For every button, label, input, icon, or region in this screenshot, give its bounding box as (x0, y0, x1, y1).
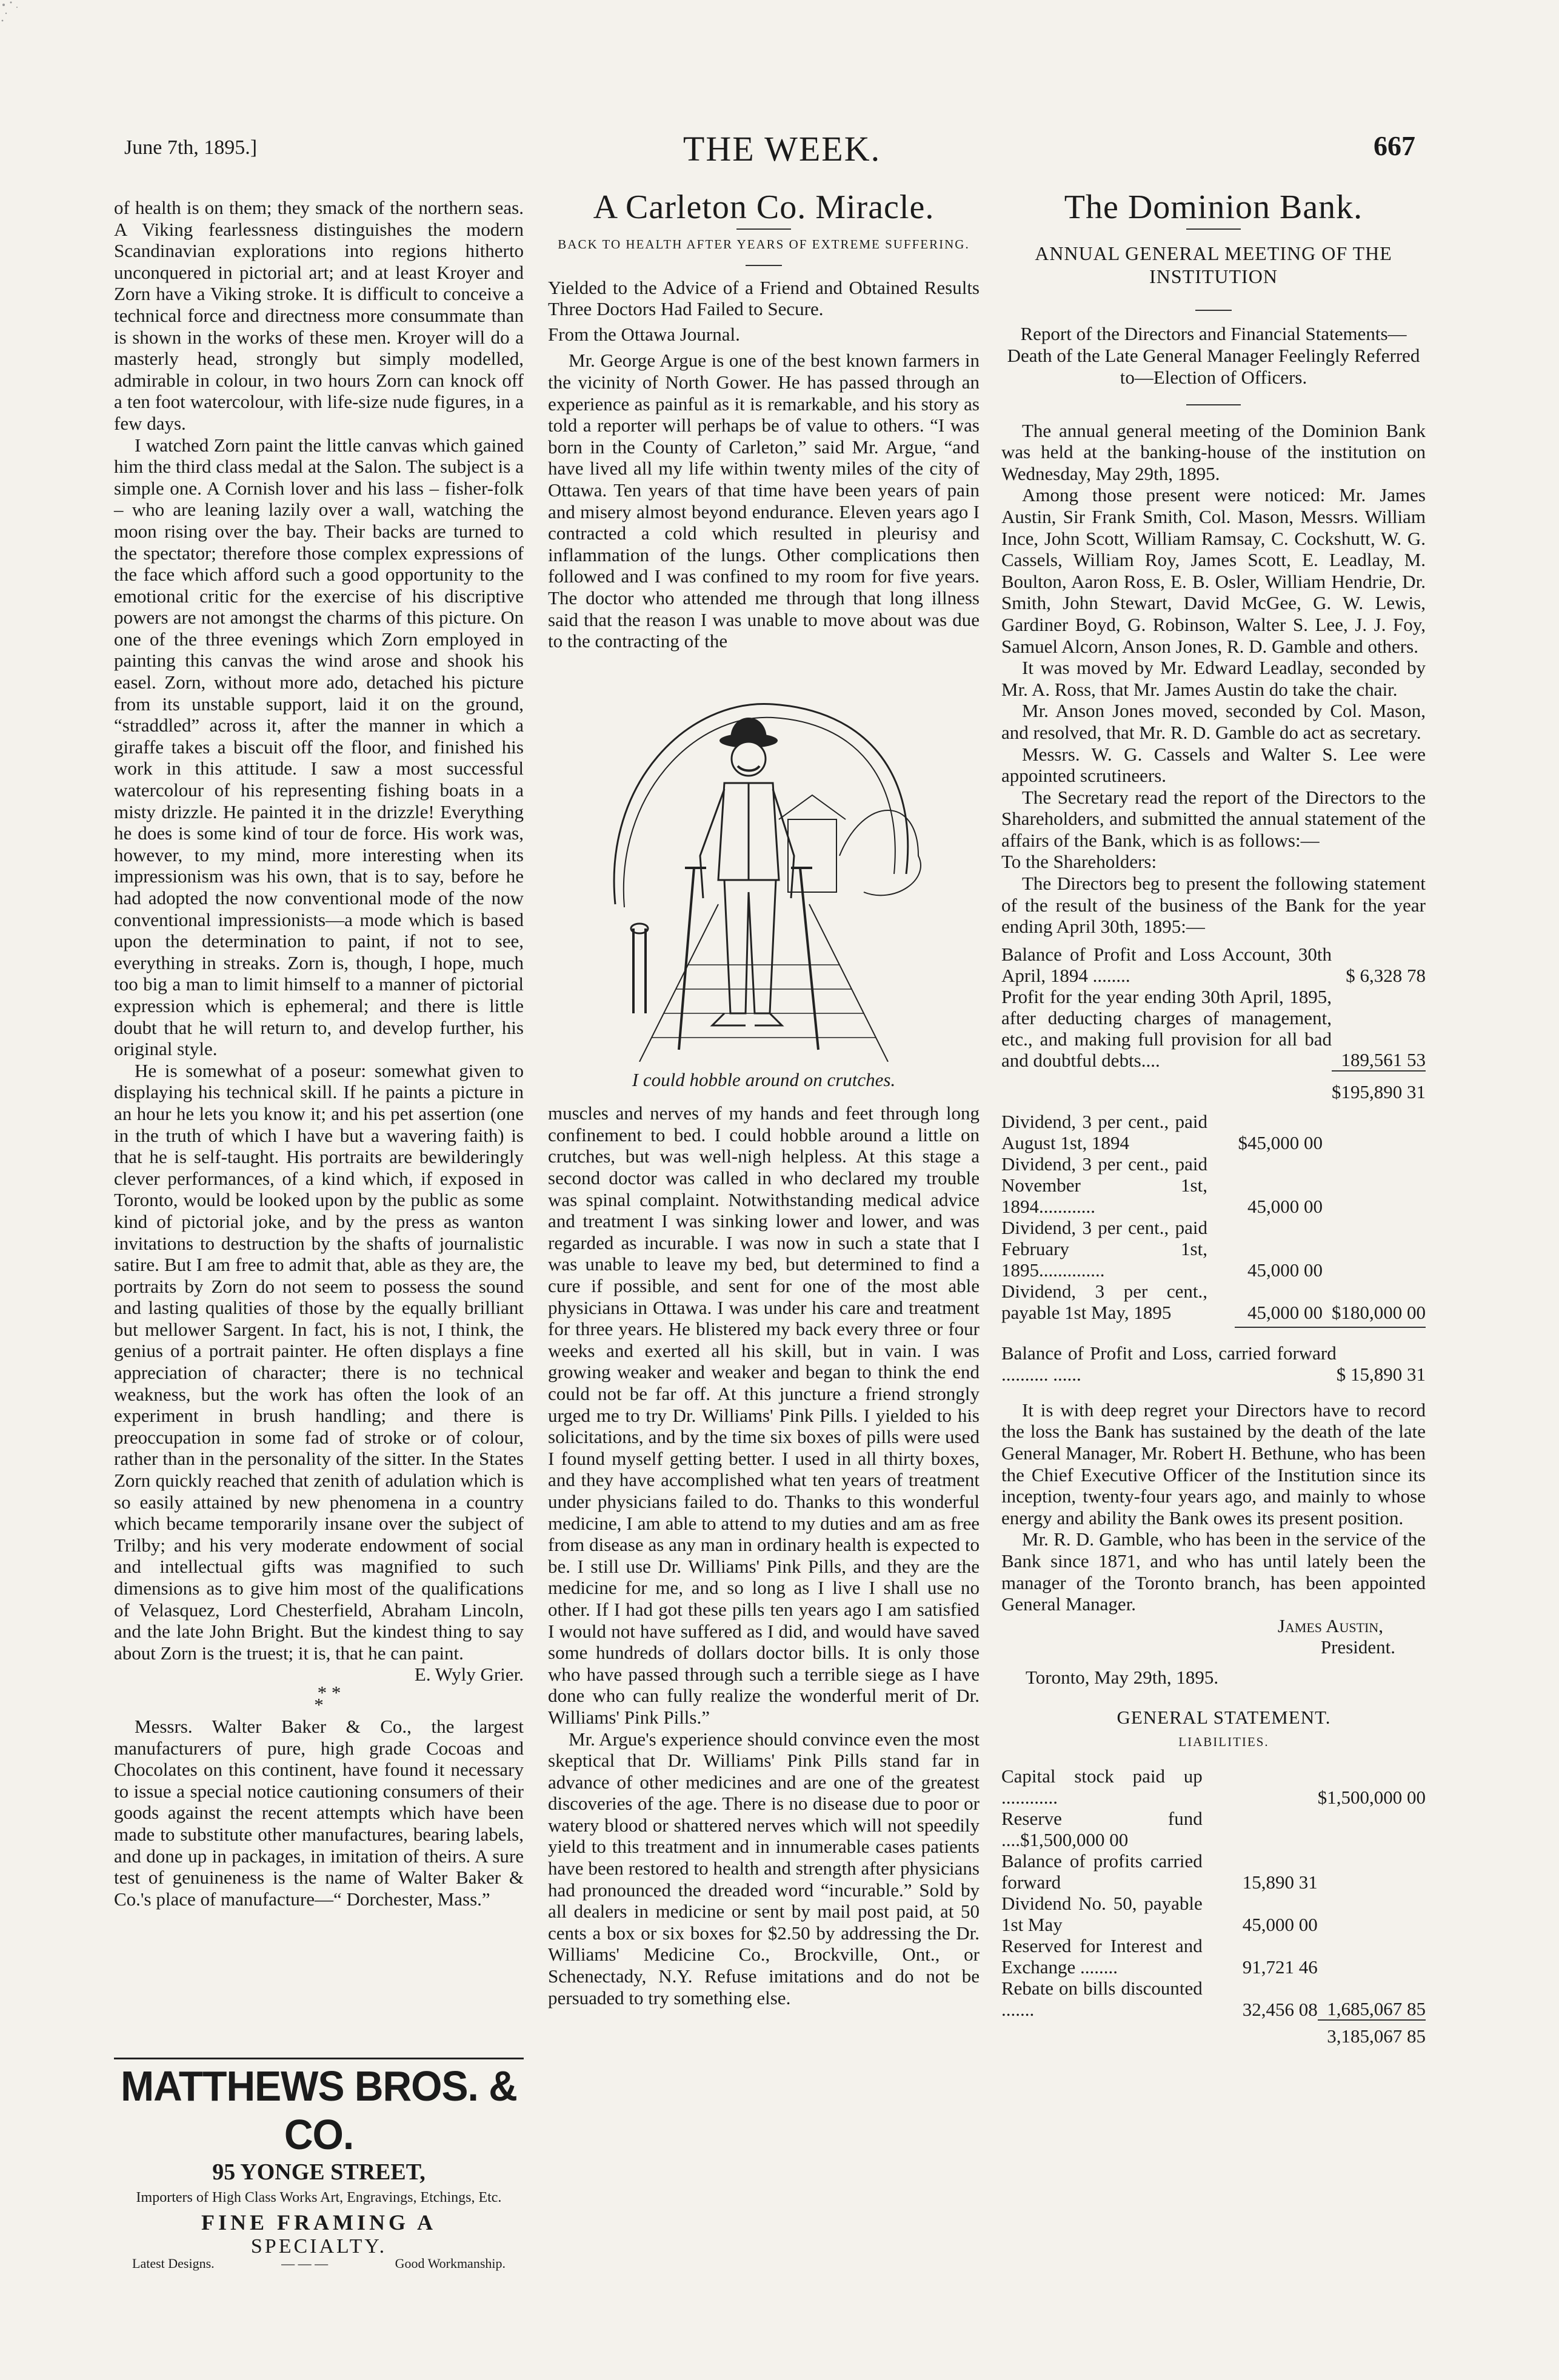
paragraph: The Secretary read the report of the Directors to the Shareholders, and submitted the annual statement of the affairs of the Bank, which is as follows:— (1001, 786, 1426, 851)
ad-description: Importers of High Class Works Art, Engravings, Etchings, Etc. (136, 2190, 502, 2205)
table-row (1001, 1342, 1426, 1385)
column-art-criticism (114, 197, 524, 1910)
row-label: Reserved for Interest and Exchange ........ (1001, 1935, 1203, 1978)
row-inner-amount: 45,000 00 (1242, 1913, 1318, 1935)
row-amount (1318, 1850, 1426, 1893)
meeting-heading: ANNUAL GENERAL MEETING OF THE INSTITUTION (1035, 242, 1392, 287)
paragraph: Mr. Argue's experience should convince even the most skeptical that Dr. Williams' Pink Pills stand far in advance of other medicines and are one of the greatest discoveries of the age. There is no disease due to poor or watery blood or shattered nerves which will not speedily yield to this treatment and in innumerable cases patients have been restored to health and strength after physicians had pronounced the dreaded word “incurable.” Sold by all dealers in medicine or sent by mail post paid, at 50 cents a box or six boxes for $2.50 by addressing the Dr. Williams' Medicine Co., Brockville, Ont., or Schenectady, N.Y. Refuse imitations and do not be persuaded to try something else. (548, 1728, 980, 2008)
paragraph: Among those present were noticed: Mr. James Austin, Sir Frank Smith, Col. Mason, Messrs. William Ince, John Scott, William Ramsay, C. Cockshutt, W. G. Cassels, William Roy, James Scott, E. Leadlay, M. Boulton, Aaron Ross, E. B. Osler, William Hendrie, Dr. Smith, John Stewart, David McGee, G. W. Lewis, Gardiner Boyd, G. Robinson, Walter S. Lee, J. J. Foy, Samuel Alcorn, Anson Jones, R. D. Gamble and others. (1001, 484, 1426, 657)
signatory-title: President. (1320, 1636, 1395, 1658)
article-source: From the Ottawa Journal. (548, 323, 740, 345)
row-amount: 45,000 00 (1247, 1259, 1323, 1281)
man-on-crutches-illustration (579, 674, 949, 1062)
liabilities-subtotal: 1,685,067 85 (1327, 1998, 1426, 2019)
signatory-name: James Austin, (1277, 1615, 1383, 1636)
paragraph: The annual general meeting of the Dominion Bank was held at the banking-house of the institution on Wednesday, May 29th, 1895. (1001, 419, 1426, 484)
ad-address: 95 YONGE STREET, (212, 2159, 426, 2185)
row-inner-amount: 91,721 46 (1242, 1956, 1318, 1978)
ad-latest-designs: Latest Designs. (132, 2256, 215, 2271)
page-number: 667 (1374, 130, 1415, 161)
row-amount (1318, 1893, 1426, 1935)
liabilities-table (1001, 1765, 1426, 2047)
row-label: Dividend, 3 per cent., paid August 1st, 1894 (1001, 1110, 1207, 1153)
row-amount: $1,500,000 00 (1317, 1786, 1426, 1808)
row-inner-amount (1203, 1765, 1318, 1808)
column-carleton-miracle (548, 188, 980, 2008)
table-row (1001, 1978, 1426, 2020)
issue-date: June 7th, 1895.] (124, 136, 258, 159)
dividends-table (1001, 1111, 1426, 1323)
pl-total: $195,890 31 (1332, 1071, 1426, 1102)
carried-forward-table (1001, 1342, 1426, 1385)
table-row (1001, 1111, 1426, 1153)
subtitle-rule (746, 265, 782, 266)
ad-fine-framing: FINE FRAMING A (201, 2210, 436, 2235)
section-asterisks: * * * (314, 1681, 341, 1715)
paragraph: It was moved by Mr. Edward Leadlay, seconded by Mr. A. Ross, that Mr. James Austin do take the chair. (1001, 657, 1426, 700)
row-label: Capital stock paid up ............ (1001, 1765, 1203, 1808)
journal-title: THE WEEK. (683, 129, 881, 168)
table-row (1001, 2020, 1426, 2047)
row-label: Balance of Profit and Loss, carried forward .......... ...... (1001, 1342, 1337, 1385)
title-rule (1186, 228, 1241, 230)
liabilities-title: LIABILITIES. (1178, 1735, 1269, 1750)
ad-footer (114, 2256, 524, 2272)
row-amount: $ 15,890 31 (1336, 1363, 1426, 1385)
row-label: Dividend, 3 per cent., paid November 1st, 1894............ (1001, 1153, 1207, 1217)
paragraph: It is with deep regret your Directors have to record the loss the Bank has sustained by the death of the late General Manager, Mr. Robert H. Bethune, who has been the Chief Executive Officer of the Institution since its inception, twenty-four years ago, and mainly to whose energy and ability the Bank owes its present position. (1001, 1399, 1426, 1528)
paragraph: Mr. Anson Jones moved, seconded by Col. Mason, and resolved, that Mr. R. D. Gamble do act as secretary. (1001, 700, 1426, 743)
table-row (1001, 1281, 1426, 1323)
paragraph: The Directors beg to present the following statement of the result of the business of the Bank for the year ending April 30th, 1895:— (1001, 873, 1426, 938)
row-amount: 45,000 00 (1247, 1301, 1323, 1323)
row-label: Balance of profits carried forward (1001, 1850, 1203, 1893)
paragraph: Mr. R. D. Gamble, who has been in the service of the Bank since 1871, and who has until lately been the manager of the Toronto branch, has been appointed General Manager. (1001, 1528, 1426, 1615)
illustration-caption: I could hobble around on crutches. (632, 1068, 896, 1090)
table-row (1001, 1071, 1426, 1102)
author-signature: E. Wyly Grier. (414, 1664, 524, 1685)
row-label: Dividend, 3 per cent., payable 1st May, 1895 (1001, 1280, 1207, 1323)
total-rule (1235, 1327, 1426, 1328)
paragraph: He is somewhat of a poseur: somewhat given to displaying his technical skill. If he paints a picture in an hour he lets you know it; and his pet assertion (one in the truth of which I have but a wavering faith) is that he is self-taught. His portraits are bewilderingly clever performances, of a kind which, if exposed in Toronto, would be looked upon by the public as some kind of pictorial joke, and by the press as wanton invitations to destruction by the shafts of journalistic satire. But I am free to admit that, able as they are, the portraits by Zorn do not seem to possess the sound and lasting qualities of those by the equally brilliant but mellower Sargent. In fact, his is not, I think, the genius of a portrait painter. He often displays a fine appreciation of character; there is no technical weakness, but the work has often the look of an experiment in brush handling; and there is preoccupation in some fad of stroke or of colour, rather than in the personality of the sitter. In the States Zorn quickly reached that zenith of adulation which is so easily attained by new phenomena in a country which became temporarily insane over the subject of Trilby; and his very moderate endowment of social and intellectual gifts was magnified to such dimensions as to give him most of the qualifications of Velasquez, Lord Chesterfield, Abraham Lincoln, and the late John Bright. But the kindest thing to say about Zorn is the truest; it is, that he can paint. (114, 1059, 524, 1664)
report-subheading: Report of the Directors and Financial Statements—Death of the Late General Manager Feelingly Referred to—Election of Officers. (1007, 322, 1420, 388)
row-label: Balance of Profit and Loss Account, 30th April, 1894 ........ (1001, 943, 1332, 986)
row-amount: $ 6,328 78 (1346, 964, 1426, 986)
ad-specialty: SPECIALTY. (250, 2235, 387, 2258)
subheading-rule (1186, 404, 1241, 405)
table-row (1001, 1850, 1426, 1893)
row-amount (1318, 1808, 1426, 1850)
row-amount (1318, 1935, 1426, 1978)
table-row (1001, 1217, 1426, 1281)
row-amount: 45,000 00 (1247, 1195, 1323, 1217)
profit-loss-table (1001, 944, 1426, 1102)
table-row (1001, 1153, 1426, 1217)
dividends-total: $180,000 00 (1332, 1301, 1426, 1323)
row-inner-amount: 15,890 31 (1242, 1871, 1318, 1893)
heading-rule (1195, 310, 1232, 311)
ad-company-name: MATTHEWS BROS. & CO. (121, 2062, 517, 2158)
general-statement-title: GENERAL STATEMENT. (1117, 1706, 1331, 1728)
matthews-bros-advertisement (114, 2058, 524, 2272)
row-amount: $45,000 00 (1238, 1132, 1323, 1153)
place-date: Toronto, May 29th, 1895. (1026, 1666, 1219, 1688)
article-title: A Carleton Co. Miracle. (593, 188, 935, 226)
row-label: Dividend, 3 per cent., paid February 1st, 1895.............. (1001, 1216, 1207, 1281)
table-row (1001, 944, 1426, 986)
liabilities-total: 3,185,067 85 (1318, 2020, 1426, 2047)
article-lead: Yielded to the Advice of a Friend and Obtained Results Three Doctors Had Failed to Secure. (548, 276, 980, 320)
paragraph: I watched Zorn paint the little canvas which gained him the third class medal at the Salon. The subject is a simple one. A Cornish lover and his lass – fisher-folk – who are leaning lazily over a wall, watching the moon rising over the bay. Their backs are turned to the spectator; therefore those complex expressions of the face which afford such a good opportunity to the emotional critic for the exercise of his discriptive powers are not amongst the charms of this picture. On one of the three evenings which Zorn employed in painting this canvas the wind arose and shook his easel. Zorn, without more ado, detached his picture from its unstable support, laid it on the ground, “straddled” across it, after the manner in which a giraffe takes a biscuit off the floor, and finished his work in this attitude. I saw a most successful watercolour of his representing fishing boats in a misty drizzle. He painted it in the drizzle! Everything he does is some kind of tour de force. His work was, however, to my mind, more interesting when its impressionism was his own, that is to say, before he had adopted the now conventional mode of the now conventional impressionists—a mode which is based upon the determination to paint, if not to see, everything in streaks. Zorn is, though, I hope, much too big a man to limit himself to a manner of pictorial expression which is ephemeral; and there is little doubt that he will return to, and develop further, his original style. (114, 434, 524, 1060)
row-label: Dividend No. 50, payable 1st May (1001, 1892, 1203, 1935)
paragraph: Messrs. W. G. Cassels and Walter S. Lee were appointed scrutineers. (1001, 743, 1426, 787)
table-row (1001, 1808, 1426, 1850)
column-dominion-bank (1001, 188, 1426, 2047)
row-label: Rebate on bills discounted ....... (1001, 1977, 1203, 2020)
paragraph: Mr. George Argue is one of the best known farmers in the vicinity of North Gower. He has passed through an experience as painful as it is remarkable, and his story as told a reporter will perhaps be of value to others. “I was born in the County of Carleton,” said Mr. Argue, “and have lived all my life within twenty miles of the city of Ottawa. Ten years of that time have been years of pain and misery almost beyond endurance. Eleven years ago I contracted a cold which resulted in pleurisy and inflammation of the lungs. Other complications then followed and I was confined to my room for five years. The doctor who attended me through that long illness said that the reason I was unable to move about was due to the contracting of the (548, 350, 980, 652)
salutation: To the Shareholders: (1001, 851, 1157, 873)
table-row (1001, 1765, 1426, 1808)
row-label: Profit for the year ending 30th April, 1895, after deducting charges of management, etc., and making full provision for all bad and doubtful debts.... (1001, 985, 1332, 1071)
row-amount: 189,561 53 (1341, 1048, 1426, 1070)
paragraph: muscles and nerves of my hands and feet through long confinement to bed. I could hobble around a little on crutches, but was well-nigh helpless. At this stage a second doctor was called in who declared my trouble was spinal complaint. Notwithstanding medical advice and treatment I was sinking lower and lower, and was regarded as incurable. I was now in such a state that I was unable to leave my bed, but determined to find a cure if possible, and sent for one of the most able physicians in Ottawa. I was under his care and treatment for three years. He blistered my back every three or four weeks and exerted all his skill, but in vain. I was growing weaker and weaker and began to think the end could not be far off. At this juncture a friend strongly urged me to try Dr. Williams' Pink Pills. I yielded to his solicitations, and by the time six boxes of pills were used I found myself getting better. I used in all thirty boxes, and they have accomplished what ten years of treatment under physicians failed to do. Thanks to this wonderful medicine, I am able to attend to my duties and am as free from disease as any man in ordinary health is expected to be. I still use Dr. Williams' Pink Pills, and they are the medicine for me, and so long as I live I shall use no other. If I had got these pills ten years ago I am satisfied I would not have suffered as I did, and would have saved some hundreds of dollars doctor bills. It is only those who have passed through such a terrible siege as I have done who can fully realize the wonderful merit of Dr. Williams' Pink Pills.” (548, 1102, 980, 1728)
row-inner-amount (1203, 1808, 1318, 1850)
baker-notice: Messrs. Walter Baker & Co., the largest manufacturers of pure, high grade Cocoas and Chocolates on this continent, have found it necessary to issue a special notice cautioning consumers of their goods against the recent attempts which have been made to substitute other manufactures, bearing labels, and done up in packages, in imitation of theirs. A sure test of genuineness is the name of Walter Baker & Co.'s place of manufacture—“ Dorchester, Mass.” (114, 1715, 524, 1910)
ad-dashes: — — — (281, 2256, 329, 2271)
row-label: Reserve fund ....$1,500,000 00 (1001, 1807, 1203, 1850)
table-row (1001, 1893, 1426, 1935)
table-row (1001, 1935, 1426, 1978)
article-subtitle: BACK TO HEALTH AFTER YEARS OF EXTREME SUFFERING. (558, 236, 970, 252)
paragraph: of health is on them; they smack of the northern seas. A Viking fearlessness distinguishes the modern Scandinavian explorations into regions hitherto unconquered in pictorial art; and at least Kroyer and Zorn have a Viking stroke. It is difficult to conceive a technical force and directness more consummate than is shown in the works of these men. Kroyer will do a masterly head, strongly but simply modelled, admirable in colour, in two hours Zorn can knock off a ten foot watercolour, with life-size nude figures, in a few days. (114, 197, 524, 434)
corner-stain (0, 0, 36, 36)
bank-article-title: The Dominion Bank. (1064, 188, 1363, 226)
table-row (1001, 986, 1426, 1071)
row-inner-amount: 32,456 08 (1242, 1998, 1318, 2020)
title-rule (736, 228, 791, 230)
ad-good-workmanship: Good Workmanship. (395, 2256, 506, 2271)
